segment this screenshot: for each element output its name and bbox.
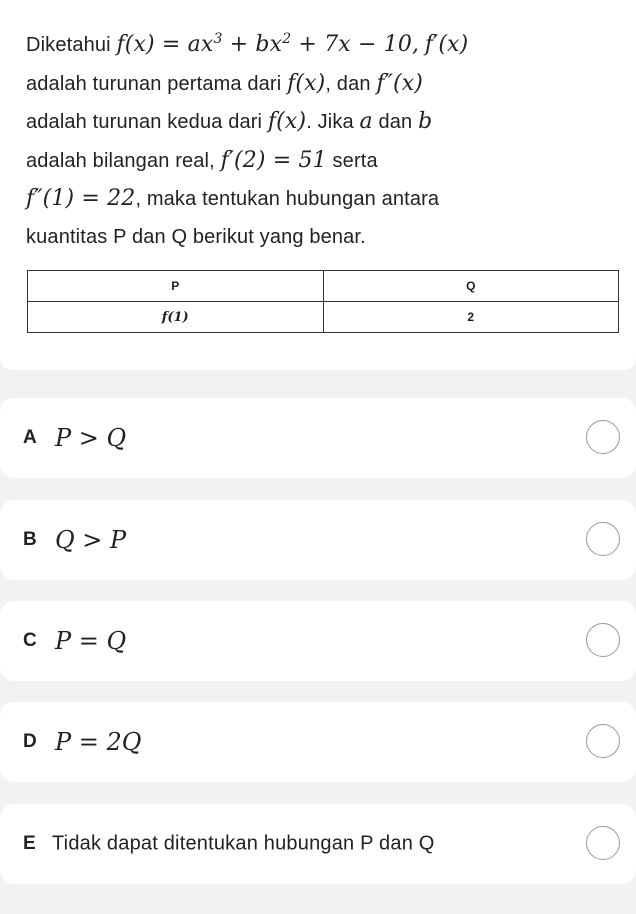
question-line-4: adalah bilangan real, f′(2) = 51 serta <box>26 147 378 173</box>
option-text: P = 2Q <box>55 728 142 756</box>
table-header-row <box>28 271 619 302</box>
option-text: P = Q <box>55 627 127 655</box>
question-line-3: adalah turunan kedua dari f(x). Jika a dan b <box>26 109 433 134</box>
cell-q: 2 <box>323 302 619 333</box>
first-derivative-symbol: f′(x) <box>424 32 469 57</box>
option-c[interactable] <box>0 601 636 681</box>
question-line-2: adalah turunan pertama dari f(x), dan f″(x) <box>26 70 424 96</box>
option-text: P > Q <box>55 424 127 452</box>
option-e[interactable] <box>0 804 636 884</box>
option-letter: C <box>23 630 37 651</box>
header-q: Q <box>323 271 619 302</box>
radio-button[interactable] <box>586 724 620 758</box>
question-line-5: f″(1) = 22, maka tentukan hubungan antara <box>26 186 440 211</box>
radio-button[interactable] <box>586 420 620 454</box>
pq-table <box>27 270 619 333</box>
condition-fdprime: f″(1) = 22 <box>26 186 136 211</box>
radio-button[interactable] <box>586 522 620 556</box>
condition-fprime: f′(2) = 51 <box>220 147 327 173</box>
option-text: Tidak dapat ditentukan hubungan P dan Q <box>52 832 435 855</box>
question-card <box>0 0 636 370</box>
question-text <box>26 26 601 256</box>
radio-button[interactable] <box>586 826 620 860</box>
question-line-1 <box>26 26 601 65</box>
header-p: P <box>28 271 324 302</box>
option-letter: E <box>23 833 36 854</box>
cell-p: f(1) <box>28 302 324 333</box>
option-a[interactable] <box>0 398 636 478</box>
option-b[interactable] <box>0 500 636 580</box>
option-text: Q > P <box>55 526 127 554</box>
question-intro: Diketahui <box>26 34 111 56</box>
table-row <box>28 302 619 333</box>
function-definition: $f(x) = ax^3 + bx^2 + 7x - 10$, <box>116 31 420 57</box>
option-d[interactable] <box>0 702 636 782</box>
radio-button[interactable] <box>586 623 620 657</box>
option-letter: B <box>23 529 37 550</box>
question-line-6: kuantitas P dan Q berikut yang benar. <box>26 225 366 248</box>
option-letter: A <box>23 427 37 448</box>
second-derivative-symbol: f″(x) <box>376 70 424 96</box>
option-letter: D <box>23 731 37 752</box>
